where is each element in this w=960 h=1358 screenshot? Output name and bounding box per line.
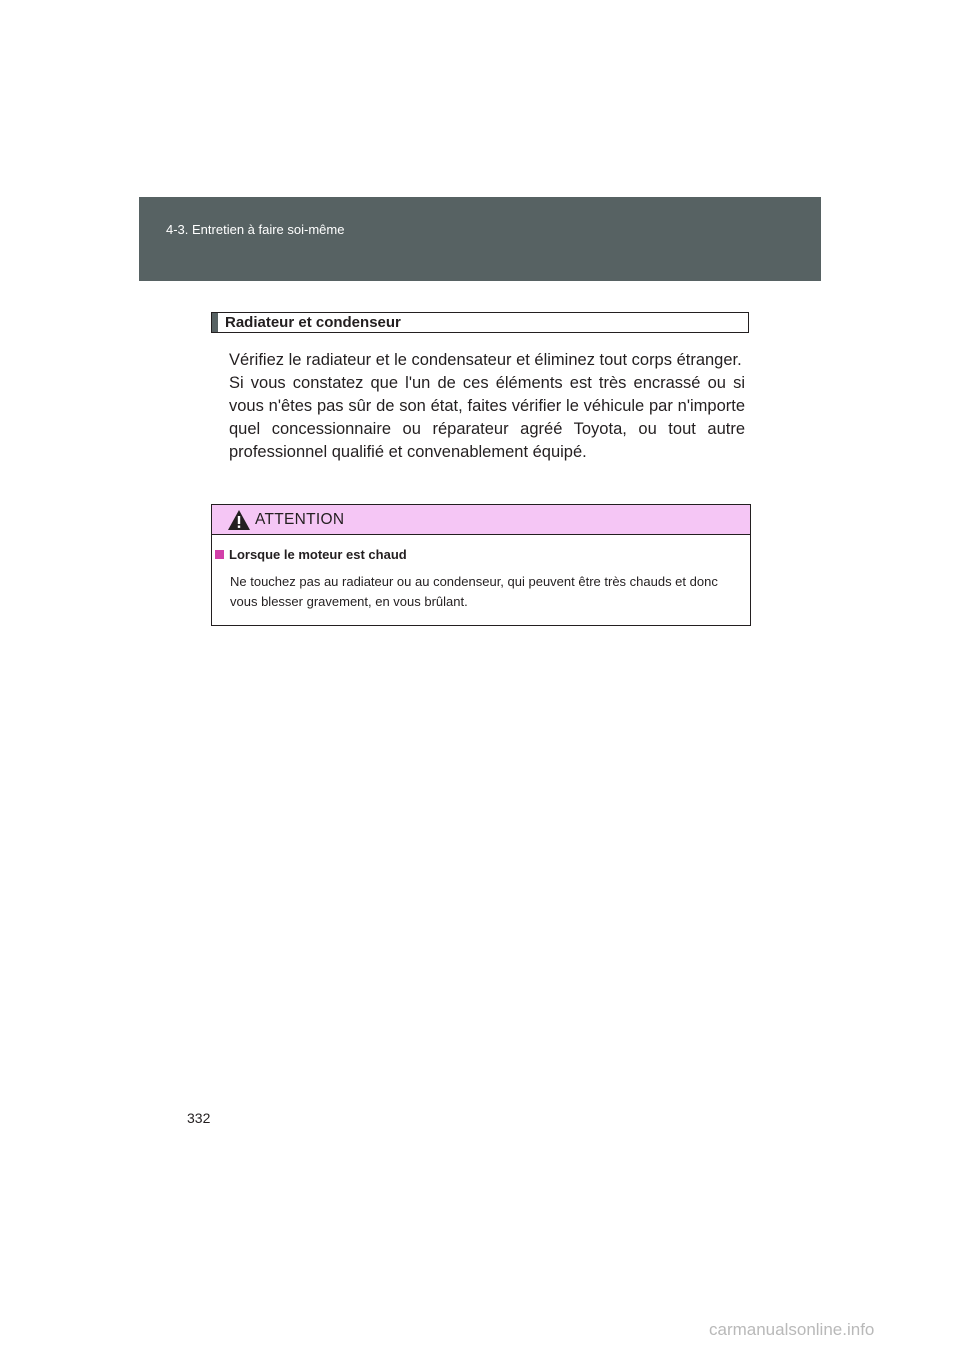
section-heading [211,312,749,333]
bullet-square-icon [215,550,224,559]
warning-item-title-text: Lorsque le moteur est chaud [229,547,407,562]
watermark: carmanualsonline.info [709,1320,875,1339]
body-text [229,349,745,464]
section-heading-text: Radiateur et condenseur [225,314,401,331]
warning-triangle-icon [227,509,251,531]
warning-item-text: Ne touchez pas au radiateur ou au condenseur, qui peuvent être très chauds et donc vous blesser gravement, en vous brûlant. [230,574,718,609]
warning-box [211,504,751,626]
warning-header [212,505,750,535]
section-title: 4-3. Entretien à faire soi-même [166,222,345,237]
heading-accent-bar [212,313,218,332]
paragraph: Si vous constatez que l'un de ces éléments est très encrassé ou si vous n'êtes pas sûr de son état, faites vérifier le véhicule par n'importe quel concessionnaire ou réparateur agréé Toyota, ou tout autre professionnel qualifié et convenablement équipé. [229,374,745,461]
section-header-band [139,197,821,281]
paragraph: Vérifiez le radiateur et le condensateur et éliminez tout corps étranger. [229,351,742,369]
warning-label: ATTENTION [255,511,345,528]
warning-item-title [215,547,407,562]
page-number: 332 [187,1110,211,1126]
